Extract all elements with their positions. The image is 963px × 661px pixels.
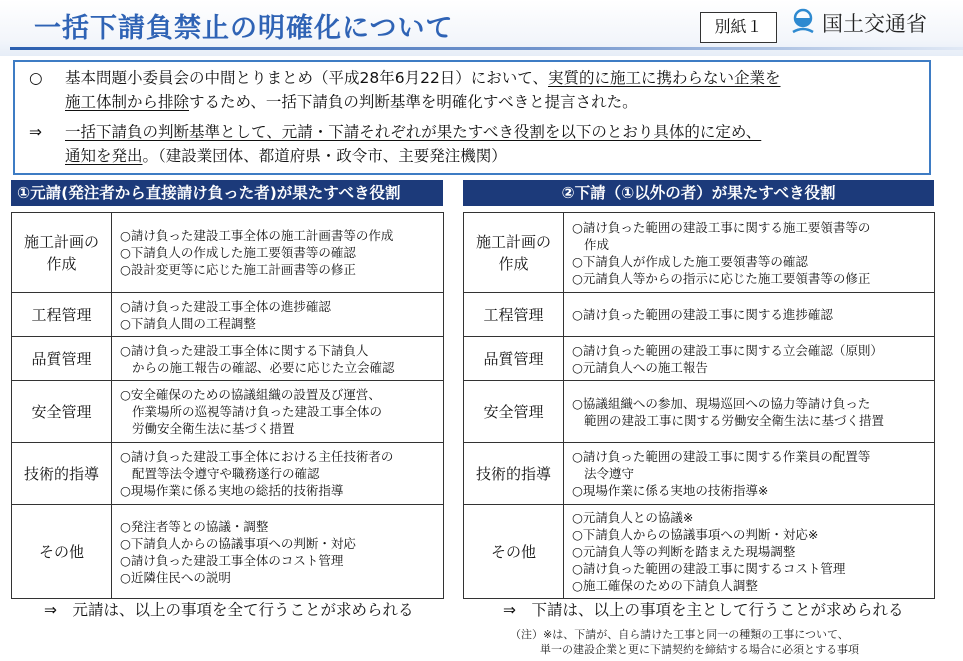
summary-line-1	[29, 66, 919, 90]
summary-line-2	[29, 90, 919, 114]
table-row	[12, 505, 444, 599]
footnote-line-1: （注）※は、下請が、自ら請けた工事と同一の種類の工事について、	[510, 628, 849, 641]
table-row	[464, 293, 935, 337]
role-items: ○請け負った建設工事全体の進捗確認 ○下請負人間の工程調整	[112, 293, 444, 337]
table-row	[464, 505, 935, 599]
arrow-bullet: ⇒	[29, 123, 42, 141]
title-underline	[10, 47, 963, 50]
circle-bullet: ○	[29, 69, 43, 87]
summary-emphasis: 施工体制から排除	[65, 93, 190, 111]
summary-line-3	[29, 120, 919, 144]
summary-emphasis: 通知を発出	[65, 147, 143, 165]
role-items: ○発注者等との協議・調整 ○下請負人からの協議事項への判断・対応 ○請け負った建設工事全体のコスト管理 ○近隣住民への説明	[112, 505, 444, 599]
table-row	[12, 293, 444, 337]
table-row	[464, 213, 935, 293]
ministry-logo	[790, 8, 927, 38]
role-category: 技術的指導	[464, 443, 564, 505]
summary-text: 。（建設業団体、都道府県・政令市、主要発注機関）	[142, 147, 507, 165]
footnote	[510, 627, 859, 657]
summary-emphasis: 一括下請負の判断基準として、元請・下請それぞれが果たすべき役割を以下のとおり具体的に定め、	[65, 123, 762, 141]
attachment-label: 別紙１	[700, 12, 777, 43]
role-items: ○請け負った範囲の建設工事に関する施工要領書等の 作成 ○下請負人が作成した施工要領書等の確認 ○元請負人等からの指示に応じた施工要領書等の修正	[564, 213, 935, 293]
prime-roles-table	[11, 212, 444, 599]
role-category: 品質管理	[12, 337, 112, 381]
role-items: ○協議組織への参加、現場巡回への協力等請け負った 範囲の建設工事に関する労働安全衛生法に基づく措置	[564, 381, 935, 443]
role-category: その他	[464, 505, 564, 599]
table-row	[12, 213, 444, 293]
role-items: ○請け負った建設工事全体における主任技術者の 配置等法令遵守や職務遂行の確認 ○現場作業に係る実地の総括的技術指導	[112, 443, 444, 505]
sub-roles-table	[463, 212, 935, 599]
summary-emphasis: 実質的に施工に携わらない企業を	[548, 69, 781, 87]
table-row	[12, 381, 444, 443]
table-row	[464, 337, 935, 381]
table-row	[464, 443, 935, 505]
sub-conclusion: ⇒ 下請は、以上の事項を主として行うことが求められる	[503, 601, 904, 619]
subcontractor-header: ②下請（①以外の者）が果たすべき役割	[463, 180, 934, 206]
role-category: 品質管理	[464, 337, 564, 381]
table-row	[464, 381, 935, 443]
ministry-name: 国土交通省	[822, 12, 927, 36]
role-category: 施工計画の 作成	[12, 213, 112, 293]
role-category: 安全管理	[12, 381, 112, 443]
role-items: ○安全確保のための協議組織の設置及び運営、 作業場所の巡視等請け負った建設工事全体の 労働安全衛生法に基づく措置	[112, 381, 444, 443]
table-row	[12, 337, 444, 381]
summary-box	[13, 60, 931, 175]
role-items: ○請け負った建設工事全体の施工計画書等の作成 ○下請負人の作成した施工要領書等の確認 ○設計変更等に応じた施工計画書等の修正	[112, 213, 444, 293]
table-row	[12, 443, 444, 505]
role-items: ○請け負った範囲の建設工事に関する立会確認（原則） ○元請負人への施工報告	[564, 337, 935, 381]
role-items: ○請け負った範囲の建設工事に関する作業員の配置等 法令遵守 ○現場作業に係る実地の技術指導※	[564, 443, 935, 505]
role-category: その他	[12, 505, 112, 599]
role-items: ○元請負人との協議※ ○下請負人からの協議事項への判断・対応※ ○元請負人等の判断を踏まえた現場調整 ○請け負った範囲の建設工事に関するコスト管理 ○施工確保のための下請負人調整	[564, 505, 935, 599]
page-title: 一括下請負禁止の明確化について	[34, 13, 454, 44]
summary-line-4	[29, 144, 919, 168]
summary-text: するため、一括下請負の判断基準を明確化すべきと提言された。	[189, 93, 638, 111]
prime-conclusion: ⇒ 元請は、以上の事項を全て行うことが求められる	[44, 601, 414, 619]
role-category: 安全管理	[464, 381, 564, 443]
summary-text: 基本問題小委員会の中間とりまとめ（平成28年6月22日）において、	[65, 69, 548, 87]
role-items: ○請け負った範囲の建設工事に関する進捗確認	[564, 293, 935, 337]
role-category: 施工計画の 作成	[464, 213, 564, 293]
mlit-logo-icon	[790, 8, 816, 38]
prime-contractor-header: ①元請(発注者から直接請け負った者)が果たすべき役割	[11, 180, 443, 206]
footnote-line-2: 単一の建設企業と更に下請契約を締結する場合に必須とする事項	[540, 643, 859, 656]
role-category: 工程管理	[12, 293, 112, 337]
role-category: 技術的指導	[12, 443, 112, 505]
role-items: ○請け負った建設工事全体に関する下請負人 からの施工報告の確認、必要に応じた立会確認	[112, 337, 444, 381]
role-category: 工程管理	[464, 293, 564, 337]
